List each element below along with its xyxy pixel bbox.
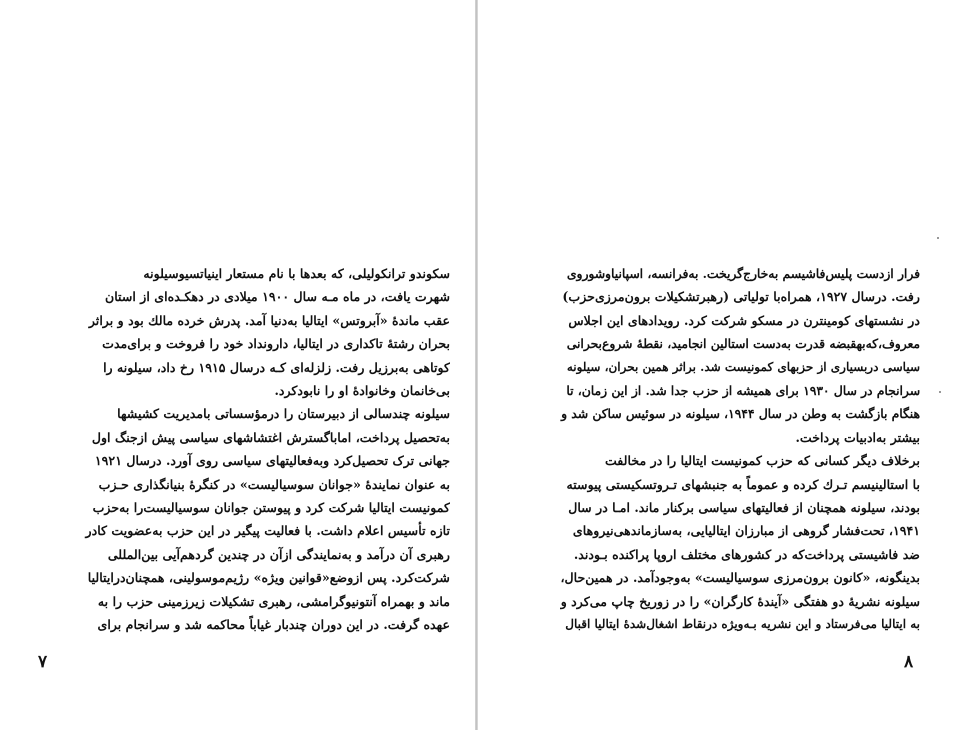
text-line: به عنوان نمایندهٔ «جوانان سوسیالیست» در کنگرهٔ بنیانگذاری حـزب: [98, 476, 450, 492]
left-page: [0, 0, 475, 730]
text-line: بحران رشتهٔ تاکداری در ایتالیا، دارونداد خود را فروخت و برای‌مدت: [102, 336, 450, 352]
text-line: ماند و بهمراه آنتونیوگرامشی، رهبری تشکیلات زیرزمینی حزب را به: [97, 593, 450, 609]
left-page-text: [38, 262, 450, 637]
text-line: کمونیست ایتالیا شرکت کرد و پیوستن جوانان سوسیالیست‌را به‌حزب: [92, 500, 450, 516]
text-line: سیاسی دربسیاری از حزبهای کمونیست شد. براثر همین بحران، سیلونه: [566, 359, 920, 374]
text-line: رهبری آن درآمد و به‌نمایندگی ازآن در چندین گردهم‌آیی بین‌المللی: [107, 546, 450, 562]
text-line: هنگام بازگشت به وطن در سال ۱۹۴۴، سیلونه در سوئیس ساکن شد و: [561, 406, 920, 422]
text-line: به ایتالیا می‌فرستاد و این نشریه بـه‌ویژه درنقاط اشغال‌شدهٔ ایتالیا اقبال: [565, 617, 920, 632]
text-line: ضد فاشیستی پرداخت‌که در کشورهای مختلف اروپا پراکنده بـودند.: [573, 546, 920, 562]
text-line: عهده گرفت. در این دوران چندبار غیاباً محاکمه شد و سرانجام برای: [97, 617, 450, 633]
text-line: سکوندو ترانکولیلی، که بعدها با نام مستعار اینیاتسیوسیلونه: [143, 266, 450, 281]
text-line: سیلونه چندسالی از دبیرستان را درمؤسساتی بامدیریت کشیشها: [117, 406, 450, 422]
text-line: جهانی ترک تحصیل‌کرد وبه‌فعالیتهای سیاسی روی آورد. درسال ۱۹۲۱: [94, 453, 450, 469]
page-number: ۷: [38, 652, 48, 672]
text-line: ۱۹۴۱، تحت‌فشار گروهی از مبارزان ایتالیایی، به‌سازماندهی‌نیروهای: [572, 523, 920, 539]
text-line: بودند، سیلونه همچنان از فعالیتهای سیاسی برکنار ماند. امـا در سال: [568, 500, 920, 516]
text-line: کوتاهی به‌برزیل رفت. زلزله‌ای کـه درسال ۱۹۱۵ رخ داد، سیلونه را: [103, 359, 450, 375]
text-line: شهرت یافت، در ماه مـه سال ۱۹۰۰ میلادی در دهکـده‌ای از استان: [104, 289, 450, 305]
text-line: بدینگونه، «کانون برون‌مرزی سوسیالیست» به‌وجودآمد. در همین‌حال،: [560, 570, 920, 586]
text-line: به‌تحصیل پرداخت، اماباگسترش اغتشاشهای سیاسی پیش ازجنگ اول: [91, 429, 450, 445]
text-line: سیلونه نشریهٔ دو هفتگی «آیندهٔ کارگران» را در زوریخ چاپ می‌کرد و: [560, 593, 920, 609]
text-line: سرانجام در سال ۱۹۳۰ برای همیشه از حزب جدا شد. از این زمان، تا: [566, 383, 920, 399]
text-line: بی‌خانمان وخانوادهٔ او را نابودکرد.: [274, 383, 450, 399]
page-number: ۸: [904, 652, 914, 672]
text-line: برخلاف دیگر کسانی که حزب کمونیست ایتالیا را در مخالفت: [604, 453, 920, 469]
text-line: تازه تأسیس اعلام داشت. با فعالیت پیگیر در این حزب به‌عضویت کادر: [85, 523, 450, 539]
scan-speck: [939, 391, 941, 393]
text-line: با استالینیسم تـرك کرده و عموماً به جنبشهای تـروتسکیستی پیوسته: [566, 476, 920, 492]
text-line: در نشستهای کومینترن در مسکو شرکت کرد. رویدادهای این اجلاس: [568, 312, 920, 328]
text-line: شرکت‌کرد. پس ازوضع«قوانین ویژه» رژیم‌موسولینی، همچنان‌درایتالیا: [87, 570, 450, 586]
right-page-text: [560, 262, 920, 637]
text-line: معروف،که‌بهقبضه قدرت به‌دست استالین انجامید، نقطهٔ شروع‌بحرانی: [566, 336, 920, 352]
right-page: [478, 0, 967, 730]
text-line: عقب ماندهٔ «آبروتس» ایتالیا به‌دنیا آمد. پدرش خرده مالك بود و براثر: [88, 312, 450, 328]
text-line: بیشتر به‌ادبیات پرداخت.: [795, 429, 920, 445]
text-line: فرار ازدست پلیس‌فاشیسم به‌خارج‌گریخت. به‌فرانسه، اسپانیاوشوروی: [566, 266, 920, 281]
scan-speck: [937, 237, 939, 239]
text-line: رفت. درسال ۱۹۲۷، همراه‌با تولیاتی (رهبرتشکیلات برون‌مرزی‌حزب): [562, 289, 920, 305]
